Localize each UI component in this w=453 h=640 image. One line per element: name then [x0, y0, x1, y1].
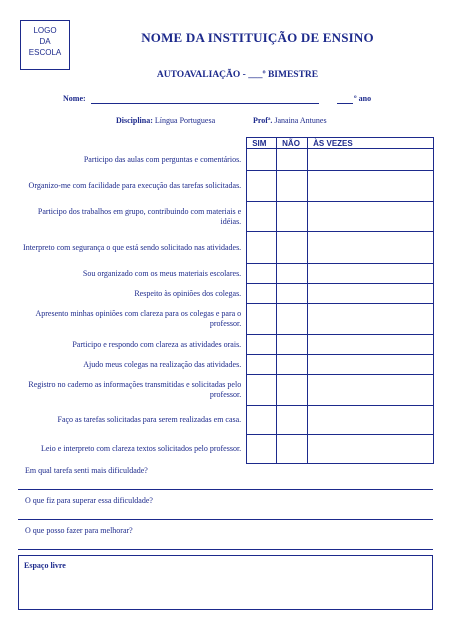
table-row [18, 304, 434, 335]
statement: Registro no caderno as informações transmitidas e solicitadas pelo professor. [28, 380, 242, 399]
answer-cell-sim[interactable] [247, 375, 277, 406]
answer-cell-as-vezes[interactable] [308, 355, 434, 375]
table-row [18, 375, 434, 406]
answer-cell-as-vezes[interactable] [308, 304, 434, 335]
answer-cell-sim[interactable] [247, 284, 277, 304]
logo-line-2: DA [39, 37, 51, 46]
table-row [18, 264, 434, 284]
year-label: º ano [354, 94, 372, 103]
answer-line-improve[interactable] [18, 549, 433, 550]
table-row [18, 284, 434, 304]
teacher-value: Janaina Antunes [274, 116, 327, 125]
answer-cell-as-vezes[interactable] [308, 232, 434, 264]
answer-cell-sim[interactable] [247, 406, 277, 435]
table-row [18, 149, 434, 171]
table-header-row [18, 138, 434, 149]
subject-value: Língua Portuguesa [154, 116, 216, 125]
statement: Respeito às opiniões dos colegas. [134, 288, 242, 298]
answer-cell-nao[interactable] [277, 435, 308, 464]
question-difficulty: Em qual tarefa senti mais dificuldade? [25, 466, 148, 475]
statement: Ajudo meus colegas na realização das atividades. [83, 359, 242, 369]
column-header-as-vezes: ÀS VEZES [308, 138, 434, 149]
subject-label: Disciplina: [116, 116, 153, 125]
answer-cell-nao[interactable] [277, 406, 308, 435]
school-logo-box [20, 20, 70, 70]
answer-line-overcome[interactable] [18, 519, 433, 520]
institution-name: NOME DA INSTITUIÇÃO DE ENSINO [141, 30, 374, 45]
answer-cell-sim[interactable] [247, 335, 277, 355]
answer-cell-nao[interactable] [277, 375, 308, 406]
table-row [18, 202, 434, 232]
statement: Leio e interpreto com clareza textos solicitados pelo professor. [41, 444, 242, 453]
answer-cell-as-vezes[interactable] [308, 171, 434, 202]
free-space-box[interactable] [18, 555, 433, 610]
answer-cell-as-vezes[interactable] [308, 264, 434, 284]
statement: Participo dos trabalhos em grupo, contribuindo com materiais e idéias. [37, 206, 242, 226]
teacher-label: Profª. [253, 116, 273, 125]
subject-info [116, 116, 215, 125]
answer-cell-sim[interactable] [247, 435, 277, 464]
logo-line-3: ESCOLA [28, 48, 62, 57]
answer-cell-nao[interactable] [277, 284, 308, 304]
answer-cell-as-vezes[interactable] [308, 335, 434, 355]
answer-cell-as-vezes[interactable] [308, 149, 434, 171]
name-field-line[interactable] [91, 103, 319, 104]
question-improve: O que posso fazer para melhorar? [25, 526, 133, 535]
year-field-line[interactable] [337, 103, 353, 104]
statement: Participo das aulas com perguntas e comentários. [83, 154, 242, 164]
name-label: Nome: [63, 94, 86, 103]
table-row [18, 406, 434, 435]
statement: Sou organizado com os meus materiais escolares. [82, 268, 242, 278]
form-title: AUTOAVALIAÇÃO - ___º BIMESTRE [156, 70, 319, 80]
statement: Participo e respondo com clareza as atividades orais. [72, 339, 242, 349]
answer-cell-sim[interactable] [247, 202, 277, 232]
table-row [18, 171, 434, 202]
table-row [18, 335, 434, 355]
column-header-nao: NÃO [277, 138, 308, 149]
answer-cell-sim[interactable] [247, 232, 277, 264]
answer-cell-as-vezes[interactable] [308, 375, 434, 406]
answer-cell-sim[interactable] [247, 264, 277, 284]
answer-cell-as-vezes[interactable] [308, 435, 434, 464]
table-header-blank [18, 138, 247, 149]
answer-cell-as-vezes[interactable] [308, 202, 434, 232]
table-row [18, 435, 434, 464]
answer-cell-sim[interactable] [247, 355, 277, 375]
answer-cell-nao[interactable] [277, 171, 308, 202]
answer-cell-as-vezes[interactable] [308, 406, 434, 435]
answer-cell-sim[interactable] [247, 171, 277, 202]
answer-cell-sim[interactable] [247, 304, 277, 335]
logo-line-1: LOGO [33, 26, 57, 35]
answer-cell-nao[interactable] [277, 264, 308, 284]
answer-cell-nao[interactable] [277, 304, 308, 335]
answer-cell-nao[interactable] [277, 355, 308, 375]
teacher-info [253, 116, 327, 125]
column-header-sim: SIM [247, 138, 277, 149]
statement: Faço as tarefas solicitadas para serem realizadas em casa. [57, 415, 242, 424]
statement: Interpreto com segurança o que está sendo solicitado nas atividades. [23, 242, 242, 252]
answer-line-difficulty[interactable] [18, 489, 433, 490]
question-overcome: O que fiz para superar essa dificuldade? [25, 496, 153, 505]
answer-cell-nao[interactable] [277, 232, 308, 264]
answer-cell-nao[interactable] [277, 202, 308, 232]
table-row [18, 355, 434, 375]
statement: Organizo-me com facilidade para execução das tarefas solicitadas. [28, 181, 242, 190]
answer-cell-nao[interactable] [277, 335, 308, 355]
table-row [18, 232, 434, 264]
statement: Apresento minhas opiniões com clareza para os colegas e para o professor. [35, 309, 242, 328]
answer-cell-nao[interactable] [277, 149, 308, 171]
self-assessment-table [18, 137, 434, 464]
answer-cell-sim[interactable] [247, 149, 277, 171]
free-space-label: Espaço livre [24, 561, 66, 570]
answer-cell-as-vezes[interactable] [308, 284, 434, 304]
